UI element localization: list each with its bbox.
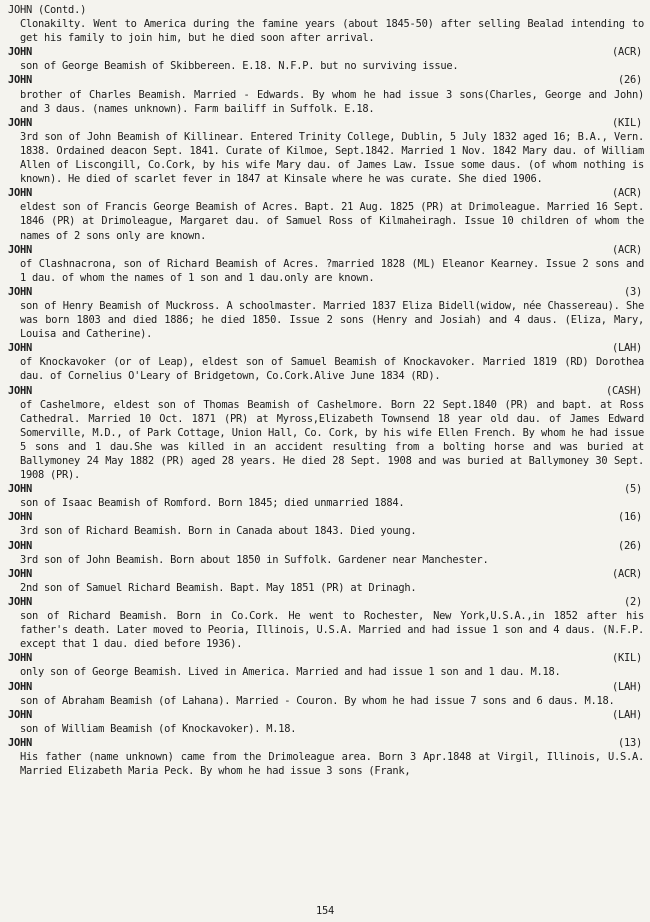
entry-name: JOHN [8,595,33,608]
entry-name: JOHN [8,511,33,524]
entry-heading [8,736,644,750]
entry-heading [8,243,644,257]
entry-text: 3rd son of John Beamish. Born about 1850 in Suffolk. Gardener near Manchester. [20,553,489,566]
page-number: 154 [315,904,335,917]
entry-text: His father (name unknown) came from the Drimoleague area. Born 3 Apr.1848 at Virgil, Illinois, U.S.A. Married Elizabeth Maria Peck. By whom he had issue 3 sons (Frank, [20,750,644,778]
entry-name: JOHN [8,342,33,355]
genealogy-entry [8,708,644,736]
continued-heading: JOHN (Contd.) [8,4,87,16]
genealogy-entry [8,482,644,510]
entry-text: of Clashnacrona, son of Richard Beamish of Acres. ?married 1828 (ML) Eleanor Kearney. Issue 2 sons and 1 dau. of whom the names of 1 son and 1 dau.only are known. [20,257,644,284]
entry-text: of Cashelmore, eldest son of Thomas Beamish of Cashelmore. Born 22 Sept.1840 (PR) and bapt. at Ross Cathedral. Married 10 Oct. 1871 (PR) at Myross,Elizabeth Townsend 18 year old dau. of James Edward Somerville, M.D., of Park Cottage, Union Hall, Co. Cork, by his wife Ellen French. By whom he had issue 5 sons and 1 dau.She was killed in an accident resulting from a bolting horse and was buried at Ballymoney 24 May 1882 (PR) aged 28 years. He died 28 Sept. 1908 and was buried at Ballymoney 30 Sept. 1908 (PR). [20,398,644,482]
branch-code: (ACR) [611,187,642,200]
entry-heading [8,539,644,553]
entry-heading [8,680,644,694]
entry-heading [8,595,644,609]
genealogy-entry [8,680,644,708]
entry-name: JOHN [8,74,33,87]
entry-heading [8,384,644,398]
branch-code: (CASH) [605,384,642,397]
branch-code: (ACR) [611,46,642,59]
entry-heading [8,482,644,496]
entry-name: JOHN [8,384,33,397]
entry-name: JOHN [8,736,33,749]
genealogy-entry [8,539,644,567]
genealogy-entry [8,567,644,595]
entry-text: only son of George Beamish. Lived in America. Married and had issue 1 son and 1 dau. M.18. [20,666,561,679]
branch-code: (LAH) [611,708,642,721]
entry-text: 3rd son of Richard Beamish. Born in Canada about 1843. Died young. [20,525,417,538]
genealogy-entry [8,651,644,679]
entry-name: JOHN [8,567,33,580]
entry-name: JOHN [8,483,33,496]
genealogy-entry [8,736,644,778]
branch-code: (5) [623,483,642,496]
branch-code: (KIL) [611,116,642,129]
continued-text: Clonakilty. Went to America during the famine years (about 1845-50) after selling Bealad intending to get his family to join him, but he died soon after arrival. [20,18,644,45]
genealogy-entry [8,510,644,538]
entry-name: JOHN [8,652,33,665]
entry-text: brother of Charles Beamish. Married - Edwards. By whom he had issue 3 sons(Charles, George and John) and 3 daus. (names unknown). Farm bailiff in Suffolk. E.18. [20,88,644,115]
entry-name: JOHN [8,708,33,721]
entry-text: son of Abraham Beamish (of Lahana). Married - Couron. By whom he had issue 7 sons and 6 daus. M.18. [20,694,615,707]
branch-code: (KIL) [611,652,642,665]
entry-text: of Knockavoker (or of Leap), eldest son of Samuel Beamish of Knockavoker. Married 1819 (RD) Dorothea dau. of Cornelius O'Leary of Bridgetown, Co.Cork.Alive June 1834 (RD). [20,356,644,383]
genealogy-entry [8,384,644,483]
entry-text: 2nd son of Samuel Richard Beamish. Bapt. May 1851 (PR) at Drinagh. [20,581,417,594]
genealogy-entry [8,45,644,73]
entry-heading [8,510,644,524]
genealogy-entry [8,595,644,651]
entry-heading [8,116,644,130]
entry-heading [8,186,644,200]
branch-code: (ACR) [611,567,642,580]
entry-name: JOHN [8,46,33,59]
continued-entry [8,3,644,45]
entry-heading [8,341,644,355]
entry-name: JOHN [8,680,33,693]
entry-heading [8,567,644,581]
genealogy-entry [8,73,644,115]
entry-text: son of Isaac Beamish of Romford. Born 1845; died unmarried 1884. [20,497,405,510]
entry-heading [8,45,644,59]
branch-code: (LAH) [611,680,642,693]
entry-heading [8,708,644,722]
branch-code: (26) [617,539,642,552]
entry-text: eldest son of Francis George Beamish of Acres. Bapt. 21 Aug. 1825 (PR) at Drimoleague. Married 16 Sept. 1846 (PR) at Drimoleague, Margaret dau. of Samuel Ross of Kilmaheiragh. Issue 10 children of whom the names of 2 sons only are known. [20,201,644,242]
entry-text: son of George Beamish of Skibbereen. E.18. N.F.P. but no surviving issue. [20,60,459,73]
branch-code: (16) [617,511,642,524]
entry-list [8,45,644,778]
branch-code: (LAH) [611,342,642,355]
branch-code: (26) [617,74,642,87]
entry-heading [8,285,644,299]
branch-code: (3) [623,285,642,298]
genealogy-entry [8,243,644,285]
entry-heading [8,73,644,87]
genealogy-entry [8,341,644,383]
entry-name: JOHN [8,243,33,256]
entry-name: JOHN [8,116,33,129]
entry-name: JOHN [8,187,33,200]
entry-text: son of Henry Beamish of Muckross. A schoolmaster. Married 1837 Eliza Bidell(widow, née Chassereau). She was born 1803 and died 1886; he died 1850. Issue 2 sons (Henry and Josiah) and 4 daus. (Eliza, Mary, Louisa and Catherine). [20,299,644,341]
entry-heading [8,651,644,665]
entry-text: son of Richard Beamish. Born in Co.Cork. He went to Rochester, New York,U.S.A.,in 1852 after his father's death. Later moved to Peoria, Illinois, U.S.A. Married and had issue 1 son and 4 daus. (N.F.P. except that 1 dau. died before 1936). [20,610,644,651]
genealogy-entry [8,186,644,242]
entry-text: son of William Beamish (of Knockavoker). M.18. [20,722,297,735]
genealogy-entry [8,285,644,341]
genealogy-entry [8,116,644,186]
entry-name: JOHN [8,539,33,552]
branch-code: (13) [617,736,642,749]
entry-text: 3rd son of John Beamish of Killinear. Entered Trinity College, Dublin, 5 July 1832 aged 16; B.A., Vern. 1838. Ordained deacon Sept. 1841. Curate of Kilmoe, Sept.1842. Married 1 Nov. 1842 Mary dau. of William Allen of Liscongill, Co.Cork, by his wife Mary dau. of James Law. Issue some daus. (of whom nothing is known). He died of scarlet fever in 1847 at Kinsale where he was curate. She died 1906. [20,130,644,186]
entry-name: JOHN [8,285,33,298]
branch-code: (ACR) [611,243,642,256]
branch-code: (2) [623,595,642,608]
